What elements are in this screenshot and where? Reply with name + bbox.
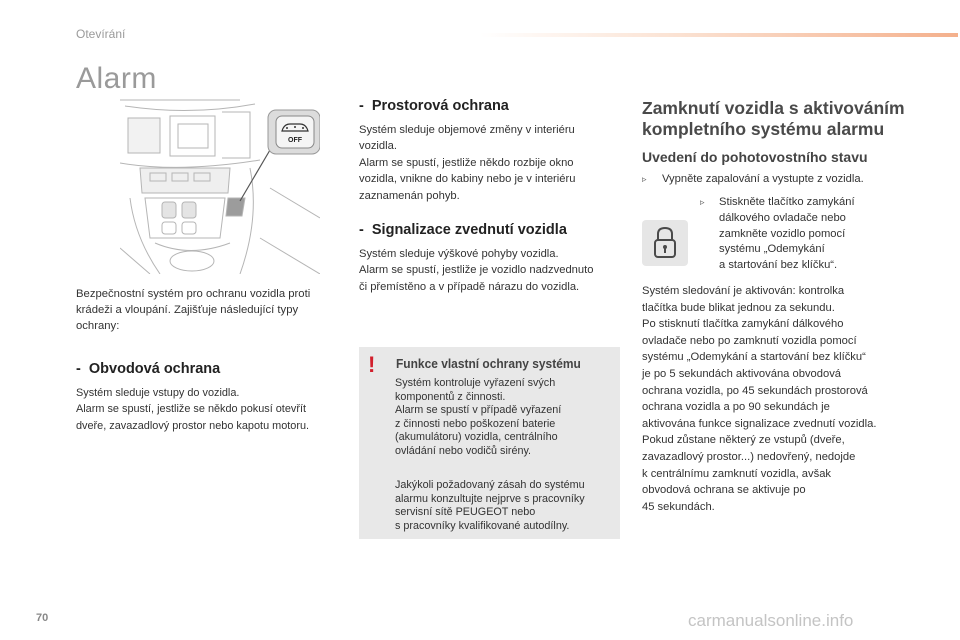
triangle-bullet-icon: ▹	[700, 197, 705, 207]
step-2	[700, 195, 900, 274]
text-line: komponentů z činnosti.	[395, 390, 506, 403]
perimeter-text	[76, 385, 346, 434]
text-line: systému „Odemykání a startování bez klíčku“	[642, 351, 866, 364]
tilt-text	[359, 246, 629, 295]
heading-dash: -	[359, 98, 372, 114]
text-line: aktivována funkce signalizace zvednutí vozidla.	[642, 417, 877, 430]
text-line: servisní sítě PEUGEOT nebo	[395, 506, 536, 519]
text-line: vozidla, vnikne do kabiny nebo je v interiéru	[359, 173, 576, 186]
lock-section-title	[642, 98, 905, 140]
text-line: Systém sledování je aktivován: kontrolka	[642, 285, 845, 297]
section-header: Otevírání	[76, 27, 126, 41]
text-line: je po 5 sekundách aktivována obvodová	[642, 367, 842, 380]
text-line: Systém sleduje výškové pohyby vozidla.	[359, 248, 559, 260]
text-line: zavazadlový prostor...) nedovřený, nedojde	[642, 450, 856, 463]
heading-dash: -	[76, 361, 89, 377]
console-illustration	[120, 98, 320, 274]
tilt-heading-text: Signalizace zvednutí vozidla	[371, 222, 567, 238]
padlock-icon-box	[642, 220, 688, 266]
text-line: Alarm se spustí, jestliže někdo rozbije okno	[359, 156, 574, 169]
text-line: ovládání nebo vodičů sirény.	[395, 444, 532, 457]
off-button-label: OFF	[288, 137, 302, 144]
step-1	[642, 172, 942, 188]
interior-heading	[359, 98, 509, 114]
text-line: ochrana vozidla a po 90 sekundách je	[642, 401, 830, 414]
text-line: Systém sleduje objemové změny v interiéru	[359, 124, 575, 136]
text-line: 45 sekundách.	[642, 500, 715, 513]
intro-text: Bezpečnostní systém pro ochranu vozidla proti krádeži a vloupání. Zajišťuje následující typy ochrany:	[76, 288, 311, 332]
text-line: Stiskněte tlačítko zamykání	[719, 196, 855, 208]
text-line: Alarm se spustí, jestliže se někdo pokusí otevřít	[76, 403, 307, 416]
lock-section-body	[642, 283, 947, 515]
warning-title: Funkce vlastní ochrany systému	[396, 356, 581, 371]
warning-box	[359, 347, 620, 539]
page-number: 70	[36, 612, 49, 624]
tilt-heading	[359, 222, 567, 238]
text-line: Pokud zůstane některý ze vstupů (dveře,	[642, 434, 845, 447]
text-line: či přemístěno a v případě nárazu do vozidla.	[359, 280, 580, 293]
text-line: ovladače nebo po zamknutí vozidla pomocí	[642, 334, 857, 347]
text-line: Systém kontroluje vyřazení svých	[395, 377, 556, 389]
warning-paragraph-2	[395, 479, 611, 533]
text-line: Systém sleduje vstupy do vozidla.	[76, 387, 240, 399]
text-line: ochrana vozidla, po 45 sekundách prostorová	[642, 384, 868, 397]
text-line: zamkněte vozidlo pomocí	[719, 227, 846, 240]
exclamation-icon: !	[368, 352, 376, 377]
text-line: s pracovníky kvalifikované autodílny.	[395, 519, 570, 532]
text-line: (akumulátoru) vozidla, centrálního	[395, 431, 558, 444]
perimeter-heading	[76, 361, 220, 377]
text-line: a startování bez klíčku“.	[719, 259, 838, 272]
text-line: dálkového ovladače nebo	[719, 211, 846, 224]
text-line: dveře, zavazadlový prostor nebo kapotu motoru.	[76, 419, 310, 432]
text-line: obvodová ochrana se aktivuje po	[642, 484, 806, 497]
text-line: Jakýkoli požadovaný zásah do systému	[395, 479, 585, 491]
text-line: zaznamenán pohyb.	[359, 189, 460, 202]
step-1-text: Vypněte zapalování a vystupte z vozidla.	[662, 173, 864, 185]
interior-heading-text: Prostorová ochrana	[371, 98, 509, 114]
watermark: carmanualsonline.info	[688, 611, 854, 630]
text-line: tlačítka bude blikat jednou za sekundu.	[642, 301, 835, 314]
interior-text	[359, 122, 624, 204]
text-line: vozidla.	[359, 140, 397, 153]
warning-paragraph-1	[395, 377, 611, 459]
lock-section-title-line: Zamknutí vozidla s aktivováním	[642, 98, 905, 118]
padlock-icon	[642, 220, 688, 266]
heading-dash: -	[359, 222, 372, 238]
lock-section-title-line: kompletního systému alarmu	[642, 119, 885, 139]
text-line: z činnosti nebo poškození baterie	[395, 417, 556, 430]
text-line: systému „Odemykání	[719, 243, 825, 256]
text-line: k centrálnímu zamknutí vozidla, avšak	[642, 467, 832, 480]
header-accent-line	[480, 33, 958, 37]
triangle-bullet-icon: ▹	[642, 174, 647, 184]
perimeter-heading-text: Obvodová ochrana	[88, 361, 221, 377]
step-2-text	[719, 195, 900, 274]
text-line: Alarm se spustí v případě vyřazení	[395, 404, 562, 417]
text-line: Alarm se spustí, jestliže je vozidlo nadzvednuto	[359, 264, 594, 277]
lock-section-subtitle: Uvedení do pohotovostního stavu	[642, 149, 868, 165]
text-line: alarmu konzultujte nejprve s pracovníky	[395, 492, 585, 505]
text-line: Po stisknutí tlačítka zamykání dálkového	[642, 318, 844, 331]
page-title: Alarm	[76, 62, 157, 95]
